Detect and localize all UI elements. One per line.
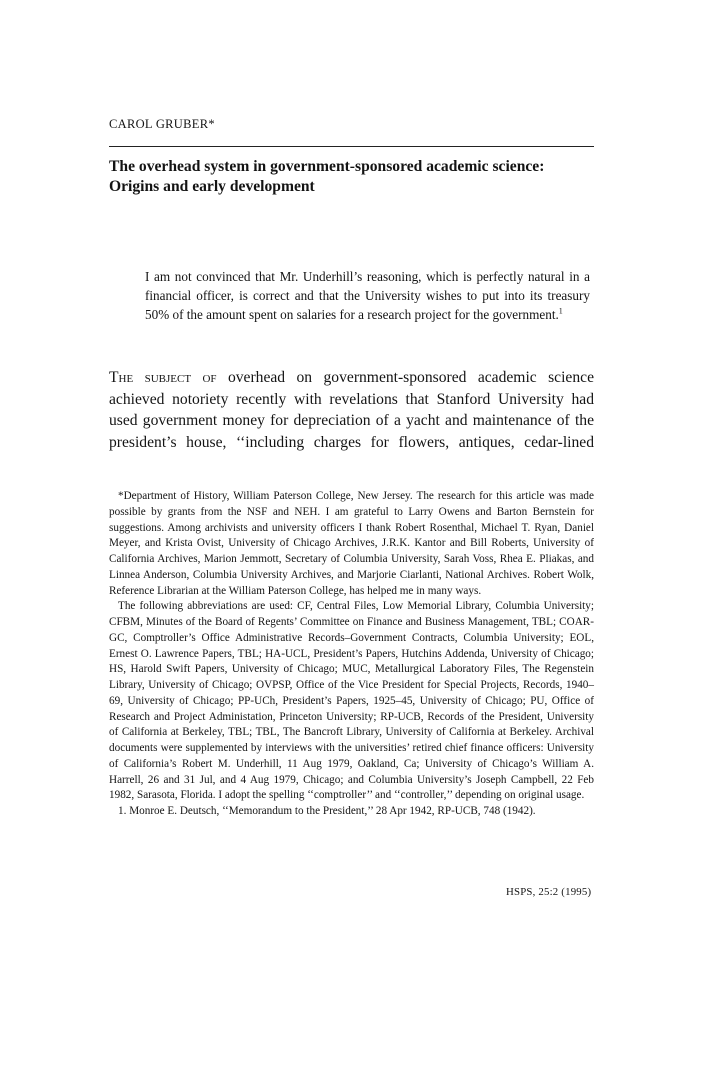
abbreviations-note: The following abbreviations are used: CF, Central Files, Low Memorial Library, Columbia University; CFBM, Minutes of the Board of Regents’ Committee on Finance and Business Management, TBL; COAR-GC, Comptroller’s Office Administrative Records–Government Contracts, Columbia University; EOL, Ernest O. Lawrence Papers, TBL; HA-UCL, President’s Papers, Hutchins Addenda, University of Chicago; HS, Harold Swift Papers, University of Chicago; MUC, Metallurgical Laboratory Files, The Regenstein Library, University of Chicago; OVPSP, Office of the Vice President for Special Projects, Records, 1940–69, University of Chicago; PP-UCh, President’s Papers, 1925–45, University of Chicago; PU, Office of Research and Project Administation, Princeton University; RP-UCB, Records of the President, University of California at Berkeley, TBL; TBL, The Bancroft Library, University of California at Berkeley. Archival documents were supplemented by interviews with the universities’ retired chief finance officers: University of California’s Robert M. Underhill, 11 Aug 1979, Oakland, Ca; University of Chicago’s William A. Harrell, 26 and 31 Jul, and 4 Aug 1979, Chicago; and Columbia University’s Joseph Campbell, 22 Feb 1982, Sarasota, Florida. I adopt the spelling ‘‘comptroller’’ and ‘‘controller,’’ depending on original usage.	[109, 600, 594, 802]
epigraph-quote	[145, 267, 590, 325]
header-rule	[109, 146, 594, 147]
epigraph-footnote-mark: 1	[558, 307, 563, 317]
author-affiliation-note: *Department of History, William Paterson College, New Jersey. The research for this article was made possible by grants from the NSF and NEH. I am grateful to Larry Owens and Barton Bernstein for suggestions. Among archivists and university officers I thank Robert Rosenthal, Michael T. Ryan, Daniel Meyer, and Krista Ovist, University of Chicago Archives, J.R.K. Kantor and Bill Roberts, University of California Archives, Marion Jemmott, Secretary of Columbia University, Sarah Voss, Rhea E. Pliakas, and Linnea Anderson, Columbia University Archives, and Marjorie Ciarlanti, National Archives. Robert Wolk, Reference Librarian at the William Paterson College, has helped me in many ways.	[109, 490, 594, 597]
title-line-2: Origins and early development	[109, 178, 315, 195]
body-line-1-rest: overhead on government-sponsored academic science	[227, 369, 594, 386]
author-name: CAROL GRUBER*	[109, 117, 215, 131]
epigraph-text: I am not convinced that Mr. Underhill’s reasoning, which is perfectly natural in a financial officer, is correct and that the University wishes to put into its treasury 50% of the amount spent on salaries for a research project for the government.	[145, 269, 590, 323]
body-line-1	[109, 367, 594, 389]
footnote-1: 1. Monroe E. Deutsch, ‘‘Memorandum to the President,’’ 28 Apr 1942, RP-UCB, 748 (1942).	[118, 805, 536, 817]
title-line-1: The overhead system in government-sponsored academic science:	[109, 158, 545, 175]
article-title	[109, 157, 599, 197]
body-line-2: achieved notoriety recently with revelations that Stanford University had	[109, 390, 594, 408]
journal-citation: HSPS, 25:2 (1995)	[506, 886, 592, 898]
body-lead-small-caps: The subject of	[109, 369, 217, 386]
footnotes	[109, 489, 594, 820]
body-line-4: president’s house, ‘‘including charges for flowers, antiques, cedar-lined	[109, 433, 594, 451]
body-text	[109, 367, 594, 453]
body-line-3: used government money for depreciation of a yacht and maintenance of the	[109, 412, 594, 429]
